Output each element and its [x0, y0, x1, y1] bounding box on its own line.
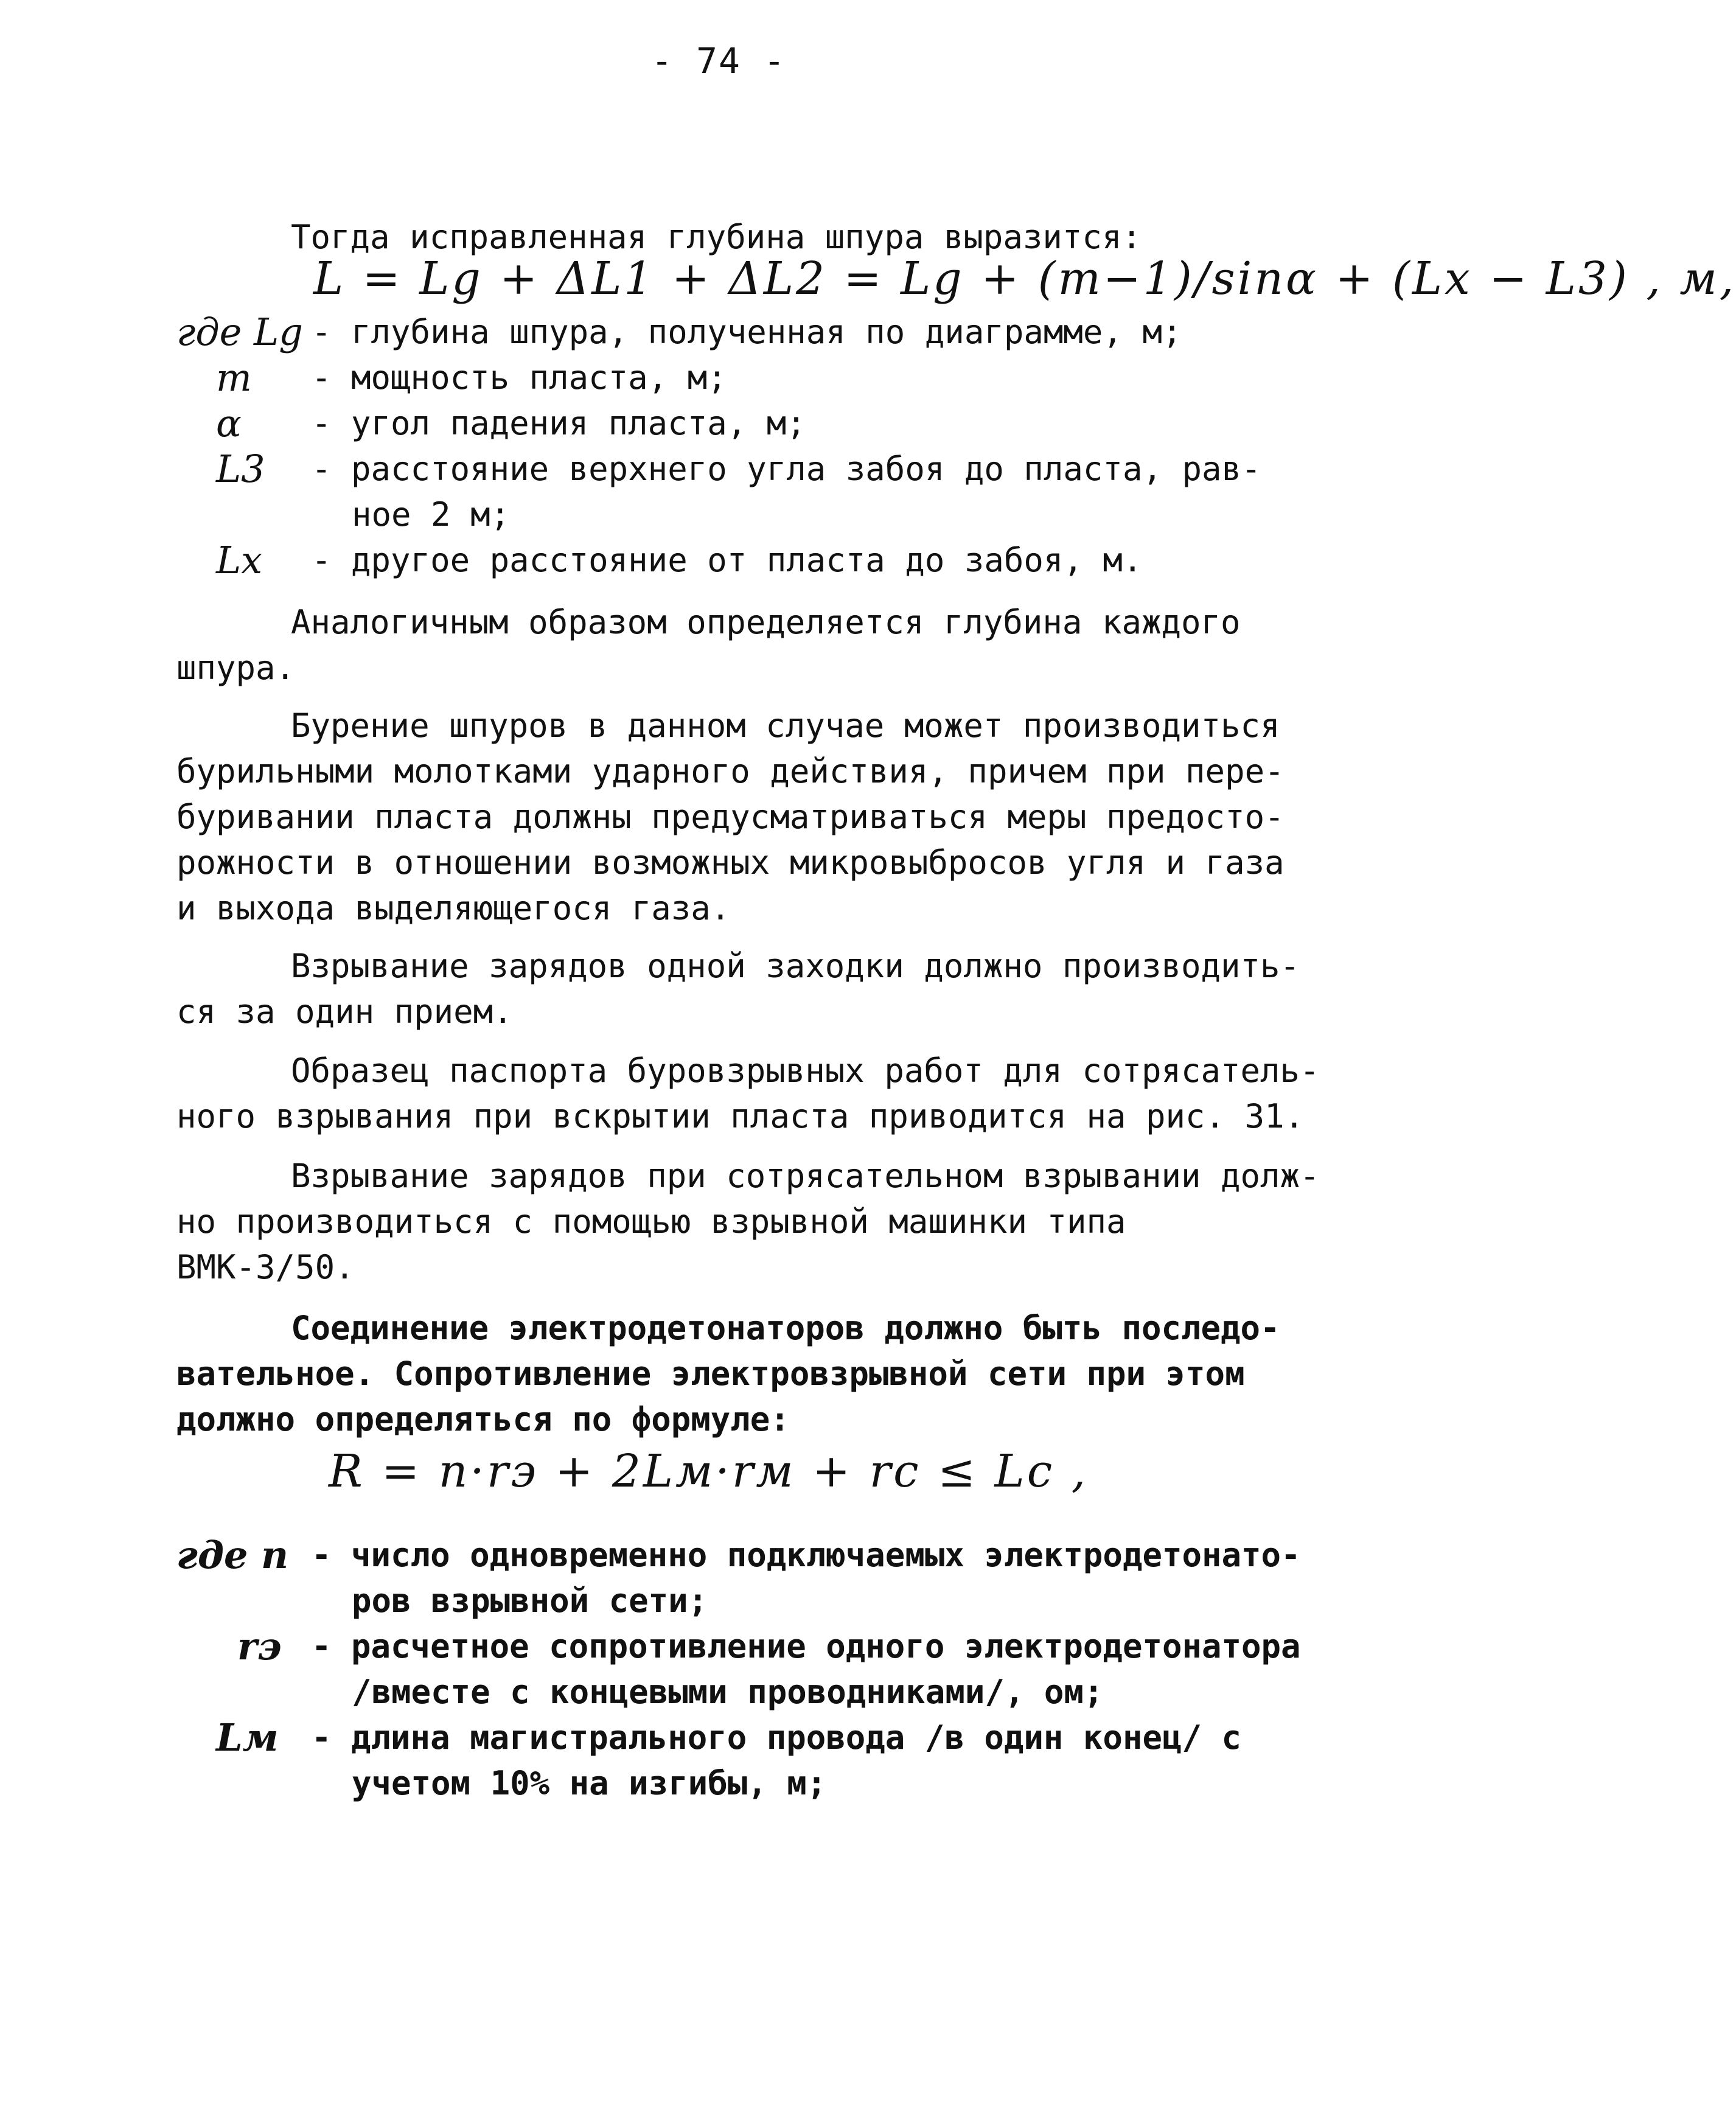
- def-symbol: где n: [176, 1533, 289, 1577]
- def-symbol: Lx: [216, 538, 263, 582]
- paragraph-line: Взрывание зарядов при сотрясательном взрывании долж-: [291, 1157, 1320, 1195]
- def-symbol: rэ: [237, 1624, 282, 1668]
- def-text: - глубина шпура, полученная по диаграмме, м;: [312, 313, 1182, 351]
- def-symbol: Lм: [216, 1715, 279, 1760]
- def-text-cont: /вместе с концевыми проводниками/, ом;: [352, 1673, 1104, 1711]
- def-symbol: m: [216, 355, 252, 400]
- def-text: - число одновременно подключаемых электродетонато-: [312, 1536, 1301, 1574]
- def-symbol: α: [216, 401, 242, 445]
- formula-resistance: R = n·rэ + 2Lм·rм + rс ≤ Lс ,: [329, 1445, 1089, 1498]
- paragraph-line: но производиться с помощью взрывной машинки типа: [176, 1202, 1126, 1241]
- paragraph-line: бурильными молотками ударного действия, причем при пере-: [176, 752, 1285, 790]
- paragraph-line: Образец паспорта буровзрывных работ для сотрясатель-: [291, 1051, 1320, 1090]
- def-text: - длина магистрального провода /в один конец/ с: [312, 1718, 1242, 1757]
- paragraph-line: Соединение электродетонаторов должно быть последо-: [291, 1309, 1280, 1347]
- paragraph-line: рожности в отношении возможных микровыбросов угля и газа: [176, 843, 1285, 882]
- def-text: - другое расстояние от пласта до забоя, м.: [312, 541, 1143, 579]
- paragraph-line: и выхода выделяющегося газа.: [176, 889, 731, 927]
- paragraph-line: Аналогичным образом определяется глубина каждого: [291, 603, 1241, 641]
- def-text: - расчетное сопротивление одного электродетонатора: [312, 1627, 1301, 1665]
- paragraph-line: буривании пласта должны предусматриваться меры предосто-: [176, 798, 1285, 836]
- paragraph-line: должно определяться по формуле:: [176, 1400, 790, 1438]
- def-symbol: L3: [216, 447, 265, 491]
- def-text: - расстояние верхнего угла забоя до пласта, рав-: [312, 450, 1261, 488]
- paragraph-line: ся за один прием.: [176, 992, 513, 1031]
- def-text-cont: учетом 10% на изгибы, м;: [352, 1764, 827, 1802]
- intro-line: Тогда исправленная глубина шпура выразится:: [291, 218, 1142, 256]
- def-text: - мощность пласта, м;: [312, 358, 727, 397]
- page-number: - 74 -: [651, 40, 786, 82]
- def-text-cont: ное 2 м;: [352, 495, 511, 534]
- paragraph-line: ного взрывания при вскрытии пласта приводится на рис. 31.: [176, 1097, 1305, 1135]
- formula-depth: L = Lg + ΔL1 + ΔL2 = Lg + (m−1)/sinα + (Lx − L3) , м,: [313, 253, 1736, 305]
- paragraph-line: шпура.: [176, 649, 296, 687]
- paragraph-line: Взрывание зарядов одной заходки должно производить-: [291, 947, 1300, 985]
- def-text-cont: ров взрывной сети;: [352, 1581, 708, 1620]
- def-text: - угол падения пласта, м;: [312, 404, 806, 442]
- paragraph-line: вательное. Сопротивление электровзрывной сети при этом: [176, 1355, 1245, 1393]
- paragraph-line: ВМК-3/50.: [176, 1248, 355, 1286]
- paragraph-line: Бурение шпуров в данном случае может производиться: [291, 706, 1280, 745]
- def-symbol: где Lg: [176, 310, 303, 354]
